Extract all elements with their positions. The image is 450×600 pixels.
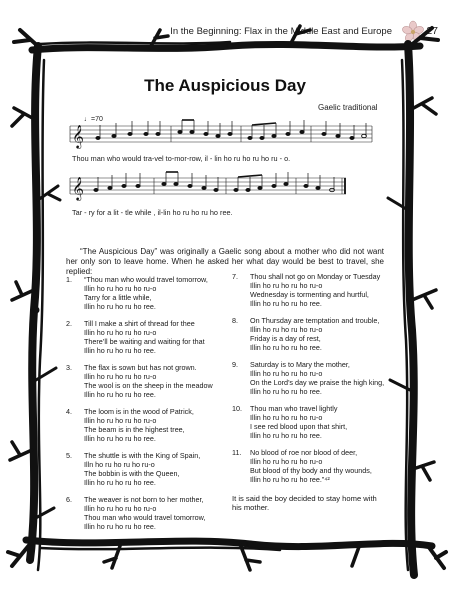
verse-lines: [84, 363, 213, 399]
verse-line: Thou shall not go on Monday or Tuesday: [250, 272, 381, 281]
verse-number: 6.: [66, 495, 72, 504]
closing-paragraph: It is said the boy decided to stay home with his mother.: [232, 494, 377, 513]
verse-line: Illin ho ru ho ru ho ru-o: [250, 369, 323, 378]
verse-line: On Thursday are temptation and trouble,: [250, 316, 380, 325]
verse-number: 7.: [232, 272, 238, 281]
verse-number: 8.: [232, 316, 238, 325]
music-staff-1: [66, 112, 376, 152]
verse-line: There’ll be waiting and waiting for that: [84, 337, 205, 346]
verse-line: The bobbin is with the Queen,: [84, 469, 180, 478]
verse-lines: [250, 360, 384, 396]
verse-line: Illin ho ru ho ru ho ru-o: [84, 416, 157, 425]
verse-lines: [84, 451, 200, 487]
verse-number: 3.: [66, 363, 72, 372]
verse-number: 9.: [232, 360, 238, 369]
verse-line: Till I make a shirt of thread for thee: [84, 319, 195, 328]
verse-line: The wool is on the sheep in the meadow: [84, 381, 213, 390]
verse-line: Illn ho ru ho ru ho ru-o: [84, 460, 155, 469]
verse-number: 1.: [66, 275, 72, 284]
verse-lines: [250, 316, 379, 352]
verse-line: Illin ho ru ho ru ho ree.: [84, 434, 156, 443]
verse-lines: [250, 448, 372, 484]
verse-line: Tarry for a little while,: [84, 293, 152, 302]
verse-line: On the Lord’s day we praise the high king,: [250, 378, 385, 387]
flax-flower-icon: [401, 20, 425, 44]
verse-line: Friday is a day of rest,: [250, 334, 321, 343]
verse-number: 4.: [66, 407, 72, 416]
verse-lines: [250, 404, 347, 440]
treble-clef-icon: 𝄞: [72, 176, 84, 200]
verse-line: Illin ho ru ho ru ho ree.: [250, 299, 322, 308]
verse-line: Illin ho ru ho ru ho ree.: [84, 346, 156, 355]
lyrics-line-1: Thou man who would tra-vel to-mor-row, il - lin ho ru ho ru ho ru - o.: [72, 154, 291, 163]
verse-lines: [84, 495, 205, 531]
verse-line: Illin ho ru ho ru ho ree.: [84, 478, 156, 487]
verse-lines: [250, 272, 380, 308]
verse-line: The beam is in the highest tree,: [84, 425, 185, 434]
verse-line: Illin ho ru ho ru ho ree.: [250, 387, 322, 396]
verse-lines: [84, 407, 194, 443]
verse-line: Illin ho ru ho ru ho ree.: [84, 302, 156, 311]
verse-line: Illin ho ru ho ru ho ree.: [250, 343, 322, 352]
verse-line: Thou man who would travel tomorrow,: [84, 513, 206, 522]
verse-line: Illin ho ru ho ru ho ru-o: [250, 413, 323, 422]
verse-line: Illin ho ru ho ru ho ru-o: [250, 281, 323, 290]
verse-number: 11.: [232, 448, 242, 457]
verse-lines: [84, 319, 205, 355]
song-title: The Auspicious Day: [144, 76, 306, 95]
page-number: 27: [426, 25, 438, 37]
verse-line: Wednesday is tormenting and hurtful,: [250, 290, 369, 299]
running-title: In the Beginning: Flax in the Middle East and Europe: [170, 26, 392, 37]
verse-line: Illin ho ru ho ru ho ru-o: [84, 504, 157, 513]
verse-line: Illin ho ru ho ru ho ree.: [84, 390, 156, 399]
verse-line: I see red blood upon that shirt,: [250, 422, 348, 431]
music-staff-2: [66, 170, 376, 210]
page-header: [0, 20, 450, 42]
verse-line: Illin ho ru ho ru ho ree.: [84, 522, 156, 531]
verse-line: Illin ho ru ho ru ho ru-o: [250, 325, 323, 334]
tempo-marking: ♩=70: [84, 116, 103, 123]
verse-number: 10.: [232, 404, 242, 413]
verse-line: Illin ho ru ho ru ho ru-o: [250, 457, 323, 466]
verse-line: The weaver is not born to her mother,: [84, 495, 204, 504]
treble-clef-icon: 𝄞: [72, 124, 84, 148]
verse-line: Illin ho ru ho ru ho ree.”⁴²: [250, 475, 330, 484]
verse-line: Illin ho ru ho ru ho ru-o: [84, 328, 157, 337]
verse-line: Thou man who travel lightly: [250, 404, 338, 413]
song-credit: Gaelic traditional: [318, 103, 378, 112]
verse-number: 2.: [66, 319, 72, 328]
verse-line: The loom is in the wood of Patrick,: [84, 407, 194, 416]
verse-line: “Thou man who would travel tomorrow,: [84, 275, 208, 284]
verse-number: 5.: [66, 451, 72, 460]
verse-line: Illin ho ru ho ru ho ru-o: [84, 284, 157, 293]
verse-line: Illin ho ru ho ru ho ru-o: [84, 372, 157, 381]
verse-line: The flax is sown but has not grown.: [84, 363, 197, 372]
verse-line: No blood of roe nor blood of deer,: [250, 448, 358, 457]
verse-line: Saturday is to Mary the mother,: [250, 360, 350, 369]
lyrics-line-2: Tar - ry for a lit - tle while , il-lin ho ru ho ru ho ree.: [72, 208, 233, 217]
verse-line: The shuttle is with the King of Spain,: [84, 451, 201, 460]
verse-lines: [84, 275, 208, 311]
intro-paragraph: “The Auspicious Day” was originally a Gaelic song about a mother who did not want her only son to leave home. When he asked her what day would be best to travel, she replied:: [66, 247, 384, 277]
verse-line: But blood of thy body and thy wounds,: [250, 466, 372, 475]
verse-line: Illin ho ru ho ru ho ree.: [250, 431, 322, 440]
